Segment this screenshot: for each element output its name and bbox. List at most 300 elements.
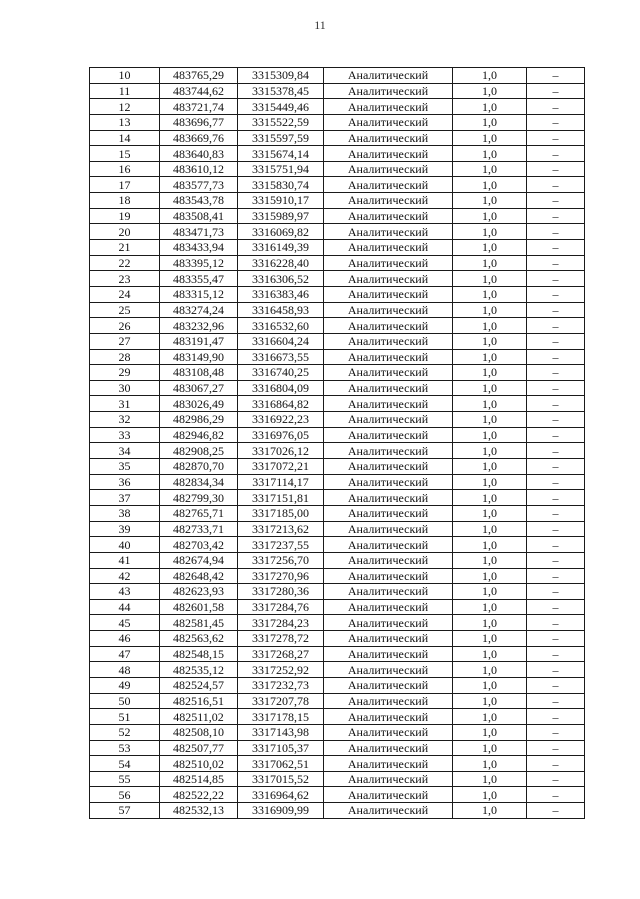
note-cell: –: [527, 68, 585, 84]
x-coordinate-cell: 482946,82: [160, 427, 238, 443]
accuracy-cell: 1,0: [453, 599, 527, 615]
note-cell: –: [527, 318, 585, 334]
x-coordinate-cell: 482548,15: [160, 646, 238, 662]
y-coordinate-cell: 3315378,45: [238, 83, 324, 99]
table-row: [90, 177, 585, 193]
note-cell: –: [527, 365, 585, 381]
x-coordinate-cell: 483543,78: [160, 193, 238, 209]
accuracy-cell: 1,0: [453, 677, 527, 693]
point-number-cell: 48: [90, 662, 160, 678]
y-coordinate-cell: 3316964,62: [238, 787, 324, 803]
x-coordinate-cell: 482674,94: [160, 552, 238, 568]
point-number-cell: 35: [90, 459, 160, 475]
y-coordinate-cell: 3317105,37: [238, 740, 324, 756]
accuracy-cell: 1,0: [453, 803, 527, 819]
y-coordinate-cell: 3316383,46: [238, 286, 324, 302]
method-cell: Аналитический: [324, 693, 453, 709]
table-row: [90, 114, 585, 130]
accuracy-cell: 1,0: [453, 615, 527, 631]
y-coordinate-cell: 3317207,78: [238, 693, 324, 709]
note-cell: –: [527, 599, 585, 615]
point-number-cell: 34: [90, 443, 160, 459]
note-cell: –: [527, 114, 585, 130]
method-cell: Аналитический: [324, 208, 453, 224]
accuracy-cell: 1,0: [453, 396, 527, 412]
x-coordinate-cell: 483315,12: [160, 286, 238, 302]
table-row: [90, 83, 585, 99]
y-coordinate-cell: 3315449,46: [238, 99, 324, 115]
note-cell: –: [527, 427, 585, 443]
method-cell: Аналитический: [324, 771, 453, 787]
y-coordinate-cell: 3316532,60: [238, 318, 324, 334]
y-coordinate-cell: 3317256,70: [238, 552, 324, 568]
point-number-cell: 32: [90, 412, 160, 428]
method-cell: Аналитический: [324, 599, 453, 615]
x-coordinate-cell: 483067,27: [160, 380, 238, 396]
y-coordinate-cell: 3315309,84: [238, 68, 324, 84]
accuracy-cell: 1,0: [453, 318, 527, 334]
method-cell: Аналитический: [324, 709, 453, 725]
method-cell: Аналитический: [324, 240, 453, 256]
y-coordinate-cell: 3317015,52: [238, 771, 324, 787]
note-cell: –: [527, 161, 585, 177]
method-cell: Аналитический: [324, 161, 453, 177]
point-number-cell: 15: [90, 146, 160, 162]
method-cell: Аналитический: [324, 677, 453, 693]
method-cell: Аналитический: [324, 224, 453, 240]
table-row: [90, 615, 585, 631]
table-row: [90, 412, 585, 428]
x-coordinate-cell: 482563,62: [160, 631, 238, 647]
point-number-cell: 17: [90, 177, 160, 193]
x-coordinate-cell: 482508,10: [160, 724, 238, 740]
method-cell: Аналитический: [324, 177, 453, 193]
coordinates-table-body: [90, 68, 585, 819]
x-coordinate-cell: 483026,49: [160, 396, 238, 412]
note-cell: –: [527, 240, 585, 256]
y-coordinate-cell: 3317072,21: [238, 459, 324, 475]
point-number-cell: 42: [90, 568, 160, 584]
y-coordinate-cell: 3317114,17: [238, 474, 324, 490]
y-coordinate-cell: 3316922,23: [238, 412, 324, 428]
method-cell: Аналитический: [324, 83, 453, 99]
accuracy-cell: 1,0: [453, 193, 527, 209]
note-cell: –: [527, 443, 585, 459]
note-cell: –: [527, 787, 585, 803]
table-row: [90, 474, 585, 490]
accuracy-cell: 1,0: [453, 365, 527, 381]
note-cell: –: [527, 803, 585, 819]
point-number-cell: 44: [90, 599, 160, 615]
x-coordinate-cell: 483721,74: [160, 99, 238, 115]
accuracy-cell: 1,0: [453, 740, 527, 756]
x-coordinate-cell: 482834,34: [160, 474, 238, 490]
table-row: [90, 443, 585, 459]
table-row: [90, 240, 585, 256]
x-coordinate-cell: 482870,70: [160, 459, 238, 475]
accuracy-cell: 1,0: [453, 443, 527, 459]
method-cell: Аналитический: [324, 255, 453, 271]
page-number: 11: [314, 18, 326, 32]
accuracy-cell: 1,0: [453, 537, 527, 553]
method-cell: Аналитический: [324, 333, 453, 349]
note-cell: –: [527, 505, 585, 521]
table-row: [90, 396, 585, 412]
note-cell: –: [527, 756, 585, 772]
accuracy-cell: 1,0: [453, 240, 527, 256]
method-cell: Аналитический: [324, 724, 453, 740]
note-cell: –: [527, 584, 585, 600]
point-number-cell: 55: [90, 771, 160, 787]
x-coordinate-cell: 483355,47: [160, 271, 238, 287]
method-cell: Аналитический: [324, 286, 453, 302]
accuracy-cell: 1,0: [453, 709, 527, 725]
accuracy-cell: 1,0: [453, 224, 527, 240]
y-coordinate-cell: 3316864,82: [238, 396, 324, 412]
x-coordinate-cell: 482648,42: [160, 568, 238, 584]
table-row: [90, 740, 585, 756]
point-number-cell: 21: [90, 240, 160, 256]
point-number-cell: 57: [90, 803, 160, 819]
x-coordinate-cell: 483577,73: [160, 177, 238, 193]
point-number-cell: 26: [90, 318, 160, 334]
point-number-cell: 11: [90, 83, 160, 99]
table-row: [90, 537, 585, 553]
y-coordinate-cell: 3317062,51: [238, 756, 324, 772]
accuracy-cell: 1,0: [453, 568, 527, 584]
x-coordinate-cell: 482507,77: [160, 740, 238, 756]
table-row: [90, 365, 585, 381]
accuracy-cell: 1,0: [453, 208, 527, 224]
table-row: [90, 380, 585, 396]
point-number-cell: 40: [90, 537, 160, 553]
x-coordinate-cell: 482733,71: [160, 521, 238, 537]
table-row: [90, 255, 585, 271]
x-coordinate-cell: 483765,29: [160, 68, 238, 84]
method-cell: Аналитический: [324, 631, 453, 647]
method-cell: Аналитический: [324, 740, 453, 756]
table-row: [90, 130, 585, 146]
accuracy-cell: 1,0: [453, 521, 527, 537]
accuracy-cell: 1,0: [453, 349, 527, 365]
y-coordinate-cell: 3317252,92: [238, 662, 324, 678]
y-coordinate-cell: 3317278,72: [238, 631, 324, 647]
method-cell: Аналитический: [324, 271, 453, 287]
accuracy-cell: 1,0: [453, 83, 527, 99]
note-cell: –: [527, 631, 585, 647]
note-cell: –: [527, 677, 585, 693]
point-number-cell: 12: [90, 99, 160, 115]
accuracy-cell: 1,0: [453, 380, 527, 396]
x-coordinate-cell: 483471,73: [160, 224, 238, 240]
method-cell: Аналитический: [324, 365, 453, 381]
table-row: [90, 724, 585, 740]
x-coordinate-cell: 483274,24: [160, 302, 238, 318]
x-coordinate-cell: 482581,45: [160, 615, 238, 631]
point-number-cell: 31: [90, 396, 160, 412]
x-coordinate-cell: 483640,83: [160, 146, 238, 162]
point-number-cell: 45: [90, 615, 160, 631]
point-number-cell: 27: [90, 333, 160, 349]
table-row: [90, 349, 585, 365]
note-cell: –: [527, 490, 585, 506]
note-cell: –: [527, 302, 585, 318]
table-row: [90, 490, 585, 506]
x-coordinate-cell: 483232,96: [160, 318, 238, 334]
method-cell: Аналитический: [324, 443, 453, 459]
method-cell: Аналитический: [324, 552, 453, 568]
y-coordinate-cell: 3316804,09: [238, 380, 324, 396]
point-number-cell: 13: [90, 114, 160, 130]
table-row: [90, 552, 585, 568]
y-coordinate-cell: 3317143,98: [238, 724, 324, 740]
note-cell: –: [527, 412, 585, 428]
point-number-cell: 14: [90, 130, 160, 146]
method-cell: Аналитический: [324, 803, 453, 819]
x-coordinate-cell: 482535,12: [160, 662, 238, 678]
table-row: [90, 521, 585, 537]
x-coordinate-cell: 483610,12: [160, 161, 238, 177]
x-coordinate-cell: 482703,42: [160, 537, 238, 553]
note-cell: –: [527, 271, 585, 287]
accuracy-cell: 1,0: [453, 68, 527, 84]
accuracy-cell: 1,0: [453, 271, 527, 287]
y-coordinate-cell: 3316306,52: [238, 271, 324, 287]
y-coordinate-cell: 3315910,17: [238, 193, 324, 209]
note-cell: –: [527, 709, 585, 725]
point-number-cell: 23: [90, 271, 160, 287]
note-cell: –: [527, 615, 585, 631]
method-cell: Аналитический: [324, 568, 453, 584]
point-number-cell: 29: [90, 365, 160, 381]
method-cell: Аналитический: [324, 537, 453, 553]
x-coordinate-cell: 482765,71: [160, 505, 238, 521]
y-coordinate-cell: 3316604,24: [238, 333, 324, 349]
table-row: [90, 677, 585, 693]
point-number-cell: 54: [90, 756, 160, 772]
table-row: [90, 224, 585, 240]
table-row: [90, 646, 585, 662]
table-row: [90, 68, 585, 84]
note-cell: –: [527, 255, 585, 271]
accuracy-cell: 1,0: [453, 427, 527, 443]
note-cell: –: [527, 193, 585, 209]
method-cell: Аналитический: [324, 505, 453, 521]
accuracy-cell: 1,0: [453, 146, 527, 162]
point-number-cell: 56: [90, 787, 160, 803]
note-cell: –: [527, 771, 585, 787]
note-cell: –: [527, 521, 585, 537]
accuracy-cell: 1,0: [453, 771, 527, 787]
accuracy-cell: 1,0: [453, 114, 527, 130]
accuracy-cell: 1,0: [453, 302, 527, 318]
x-coordinate-cell: 483108,48: [160, 365, 238, 381]
y-coordinate-cell: 3316740,25: [238, 365, 324, 381]
note-cell: –: [527, 459, 585, 475]
table-row: [90, 99, 585, 115]
point-number-cell: 43: [90, 584, 160, 600]
x-coordinate-cell: 482601,58: [160, 599, 238, 615]
table-row: [90, 146, 585, 162]
point-number-cell: 50: [90, 693, 160, 709]
accuracy-cell: 1,0: [453, 412, 527, 428]
method-cell: Аналитический: [324, 584, 453, 600]
table-row: [90, 584, 585, 600]
x-coordinate-cell: 482514,85: [160, 771, 238, 787]
note-cell: –: [527, 537, 585, 553]
x-coordinate-cell: 483508,41: [160, 208, 238, 224]
note-cell: –: [527, 349, 585, 365]
accuracy-cell: 1,0: [453, 99, 527, 115]
note-cell: –: [527, 99, 585, 115]
method-cell: Аналитический: [324, 349, 453, 365]
y-coordinate-cell: 3317237,55: [238, 537, 324, 553]
note-cell: –: [527, 740, 585, 756]
x-coordinate-cell: 483191,47: [160, 333, 238, 349]
method-cell: Аналитический: [324, 99, 453, 115]
point-number-cell: 18: [90, 193, 160, 209]
note-cell: –: [527, 396, 585, 412]
accuracy-cell: 1,0: [453, 255, 527, 271]
y-coordinate-cell: 3315597,59: [238, 130, 324, 146]
y-coordinate-cell: 3317270,96: [238, 568, 324, 584]
table-row: [90, 599, 585, 615]
table-row: [90, 803, 585, 819]
point-number-cell: 28: [90, 349, 160, 365]
y-coordinate-cell: 3316149,39: [238, 240, 324, 256]
point-number-cell: 10: [90, 68, 160, 84]
method-cell: Аналитический: [324, 396, 453, 412]
x-coordinate-cell: 483395,12: [160, 255, 238, 271]
note-cell: –: [527, 724, 585, 740]
note-cell: –: [527, 208, 585, 224]
point-number-cell: 33: [90, 427, 160, 443]
accuracy-cell: 1,0: [453, 756, 527, 772]
point-number-cell: 39: [90, 521, 160, 537]
method-cell: Аналитический: [324, 130, 453, 146]
table-row: [90, 193, 585, 209]
accuracy-cell: 1,0: [453, 505, 527, 521]
method-cell: Аналитический: [324, 787, 453, 803]
accuracy-cell: 1,0: [453, 631, 527, 647]
table-row: [90, 271, 585, 287]
accuracy-cell: 1,0: [453, 490, 527, 506]
accuracy-cell: 1,0: [453, 459, 527, 475]
x-coordinate-cell: 482986,29: [160, 412, 238, 428]
accuracy-cell: 1,0: [453, 693, 527, 709]
x-coordinate-cell: 482799,30: [160, 490, 238, 506]
table-row: [90, 709, 585, 725]
accuracy-cell: 1,0: [453, 662, 527, 678]
accuracy-cell: 1,0: [453, 130, 527, 146]
table-row: [90, 161, 585, 177]
y-coordinate-cell: 3316673,55: [238, 349, 324, 365]
note-cell: –: [527, 380, 585, 396]
note-cell: –: [527, 552, 585, 568]
table-row: [90, 208, 585, 224]
y-coordinate-cell: 3315989,97: [238, 208, 324, 224]
table-row: [90, 286, 585, 302]
point-number-cell: 47: [90, 646, 160, 662]
table-row: [90, 693, 585, 709]
note-cell: –: [527, 177, 585, 193]
y-coordinate-cell: 3316458,93: [238, 302, 324, 318]
table-row: [90, 302, 585, 318]
note-cell: –: [527, 83, 585, 99]
method-cell: Аналитический: [324, 114, 453, 130]
point-number-cell: 24: [90, 286, 160, 302]
method-cell: Аналитический: [324, 427, 453, 443]
table-row: [90, 771, 585, 787]
point-number-cell: 53: [90, 740, 160, 756]
table-row: [90, 427, 585, 443]
note-cell: –: [527, 568, 585, 584]
accuracy-cell: 1,0: [453, 474, 527, 490]
note-cell: –: [527, 286, 585, 302]
accuracy-cell: 1,0: [453, 787, 527, 803]
accuracy-cell: 1,0: [453, 584, 527, 600]
accuracy-cell: 1,0: [453, 177, 527, 193]
y-coordinate-cell: 3315674,14: [238, 146, 324, 162]
y-coordinate-cell: 3315830,74: [238, 177, 324, 193]
method-cell: Аналитический: [324, 459, 453, 475]
x-coordinate-cell: 483744,62: [160, 83, 238, 99]
point-number-cell: 30: [90, 380, 160, 396]
method-cell: Аналитический: [324, 756, 453, 772]
point-number-cell: 52: [90, 724, 160, 740]
y-coordinate-cell: 3315751,94: [238, 161, 324, 177]
x-coordinate-cell: 483696,77: [160, 114, 238, 130]
x-coordinate-cell: 482623,93: [160, 584, 238, 600]
y-coordinate-cell: 3317268,27: [238, 646, 324, 662]
x-coordinate-cell: 483149,90: [160, 349, 238, 365]
point-number-cell: 22: [90, 255, 160, 271]
table-row: [90, 459, 585, 475]
y-coordinate-cell: 3316976,05: [238, 427, 324, 443]
method-cell: Аналитический: [324, 193, 453, 209]
note-cell: –: [527, 693, 585, 709]
y-coordinate-cell: 3317280,36: [238, 584, 324, 600]
x-coordinate-cell: 482510,02: [160, 756, 238, 772]
table-row: [90, 662, 585, 678]
point-number-cell: 49: [90, 677, 160, 693]
note-cell: –: [527, 662, 585, 678]
method-cell: Аналитический: [324, 615, 453, 631]
x-coordinate-cell: 482511,02: [160, 709, 238, 725]
point-number-cell: 51: [90, 709, 160, 725]
note-cell: –: [527, 333, 585, 349]
y-coordinate-cell: 3317185,00: [238, 505, 324, 521]
y-coordinate-cell: 3317284,23: [238, 615, 324, 631]
x-coordinate-cell: 482516,51: [160, 693, 238, 709]
accuracy-cell: 1,0: [453, 333, 527, 349]
table-row: [90, 333, 585, 349]
y-coordinate-cell: 3317026,12: [238, 443, 324, 459]
point-number-cell: 41: [90, 552, 160, 568]
y-coordinate-cell: 3315522,59: [238, 114, 324, 130]
x-coordinate-cell: 482908,25: [160, 443, 238, 459]
table-row: [90, 631, 585, 647]
method-cell: Аналитический: [324, 662, 453, 678]
table-row: [90, 756, 585, 772]
x-coordinate-cell: 482524,57: [160, 677, 238, 693]
point-number-cell: 20: [90, 224, 160, 240]
y-coordinate-cell: 3317178,15: [238, 709, 324, 725]
point-number-cell: 25: [90, 302, 160, 318]
point-number-cell: 46: [90, 631, 160, 647]
method-cell: Аналитический: [324, 412, 453, 428]
table-row: [90, 318, 585, 334]
